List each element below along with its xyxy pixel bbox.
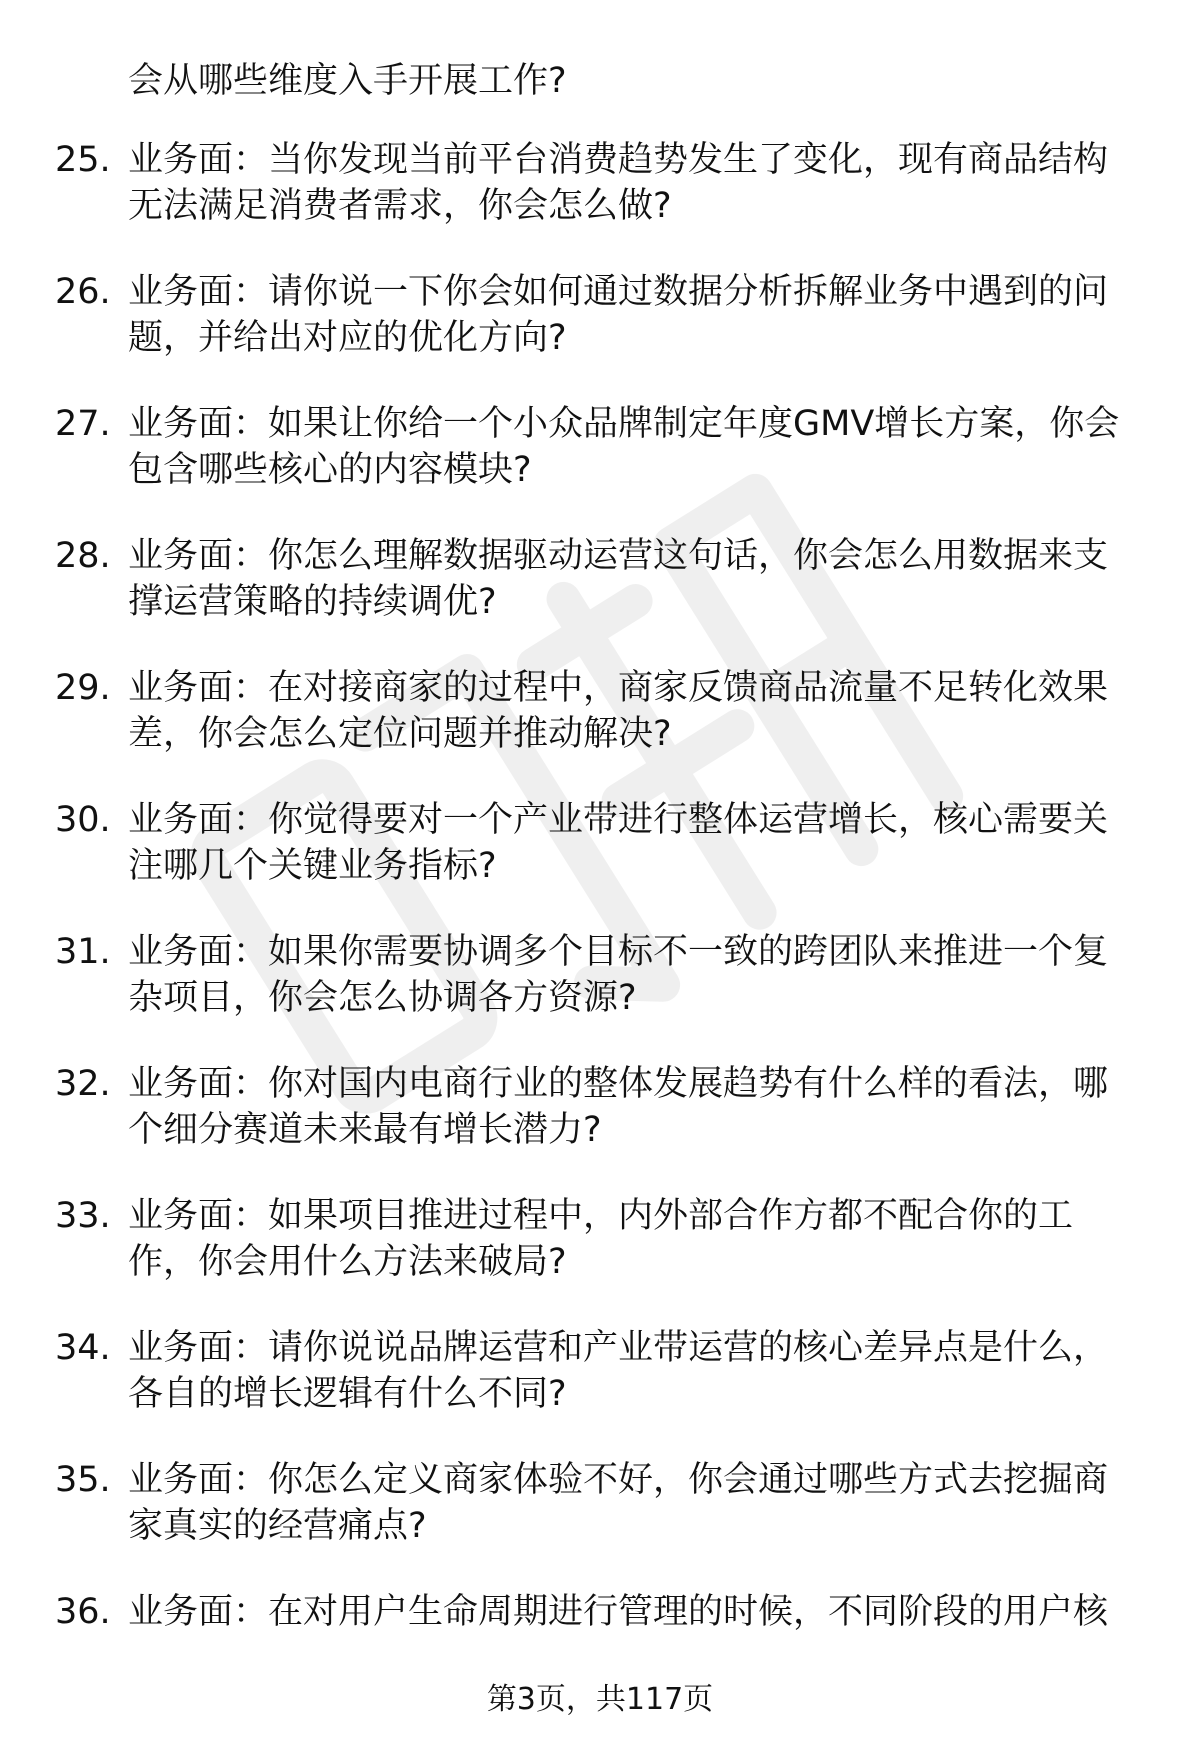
question-text [128,1193,1158,1285]
question-line: 业务面：你对国内电商行业的整体发展趋势有什么样的看法，哪 [128,1064,1109,1104]
question-line: 业务面：如果你需要协调多个目标不一致的跨团队来推进一个复 [128,932,1109,972]
question-line: 业务面：请你说一下你会如何通过数据分析拆解业务中遇到的问 [128,272,1109,312]
question-number: 28. [55,536,111,576]
question-text [128,1457,1158,1549]
question-line: 业务面：在对用户生命周期进行管理的时候，不同阶段的用户核 [128,1592,1109,1632]
question-number: 25. [55,140,111,180]
question-item-35 [0,1457,1200,1589]
question-line: 注哪几个关键业务指标? [128,846,497,886]
question-number: 29. [55,668,111,708]
question-line: 业务面：当你发现当前平台消费趋势发生了变化，现有商品结构 [128,140,1109,180]
question-text [128,1325,1158,1417]
question-line: 业务面：你怎么定义商家体验不好，你会通过哪些方式去挖掘商 [128,1460,1109,1500]
question-line: 差，你会怎么定位问题并推动解决? [128,714,672,754]
question-item-30 [0,797,1200,929]
question-line: 业务面：请你说说品牌运营和产业带运营的核心差异点是什么， [128,1328,1109,1368]
question-line: 杂项目，你会怎么协调各方资源? [128,978,637,1018]
question-line: 业务面：如果项目推进过程中，内外部合作方都不配合你的工 [128,1196,1074,1236]
question-line: 业务面：如果让你给一个小众品牌制定年度GMV增长方案，你会 [128,404,1120,444]
question-item-32 [0,1061,1200,1193]
page-footer: 第3页，共117页 [486,1682,714,1717]
question-list [0,137,1200,1721]
question-number: 30. [55,800,111,840]
question-text [128,401,1158,493]
question-number: 27. [55,404,111,444]
question-item-28 [0,533,1200,665]
question-line: 各自的增长逻辑有什么不同? [128,1374,567,1414]
question-number: 35. [55,1460,111,1500]
question-line: 业务面：在对接商家的过程中，商家反馈商品流量不足转化效果 [128,668,1109,708]
question-item-26 [0,269,1200,401]
question-item-25 [0,137,1200,269]
continuation-text: 会从哪些维度入手开展工作? [128,61,567,101]
question-item-31 [0,929,1200,1061]
question-line: 无法满足消费者需求，你会怎么做? [128,186,672,226]
question-line: 业务面：你怎么理解数据驱动运营这句话，你会怎么用数据来支 [128,536,1109,576]
question-text [128,797,1158,889]
question-line: 撑运营策略的持续调优? [128,582,497,622]
question-line: 个细分赛道未来最有增长潜力? [128,1110,602,1150]
question-text [128,269,1158,361]
question-number: 31. [55,932,111,972]
question-text [128,533,1158,625]
question-item-27 [0,401,1200,533]
question-line: 家真实的经营痛点? [128,1506,427,1546]
question-number: 33. [55,1196,111,1236]
question-item-34 [0,1325,1200,1457]
question-line: 包含哪些核心的内容模块? [128,450,532,490]
question-number: 34. [55,1328,111,1368]
question-line: 作，你会用什么方法来破局? [128,1242,567,1282]
question-text [128,137,1158,229]
question-item-29 [0,665,1200,797]
question-text [128,665,1158,757]
question-text [128,929,1158,1021]
question-number: 32. [55,1064,111,1104]
question-line: 题，并给出对应的优化方向? [128,318,567,358]
question-number: 26. [55,272,111,312]
question-line: 业务面：你觉得要对一个产业带进行整体运营增长，核心需要关 [128,800,1109,840]
question-item-33 [0,1193,1200,1325]
question-text [128,1061,1158,1153]
question-text [128,1589,1158,1635]
question-number: 36. [55,1592,111,1632]
